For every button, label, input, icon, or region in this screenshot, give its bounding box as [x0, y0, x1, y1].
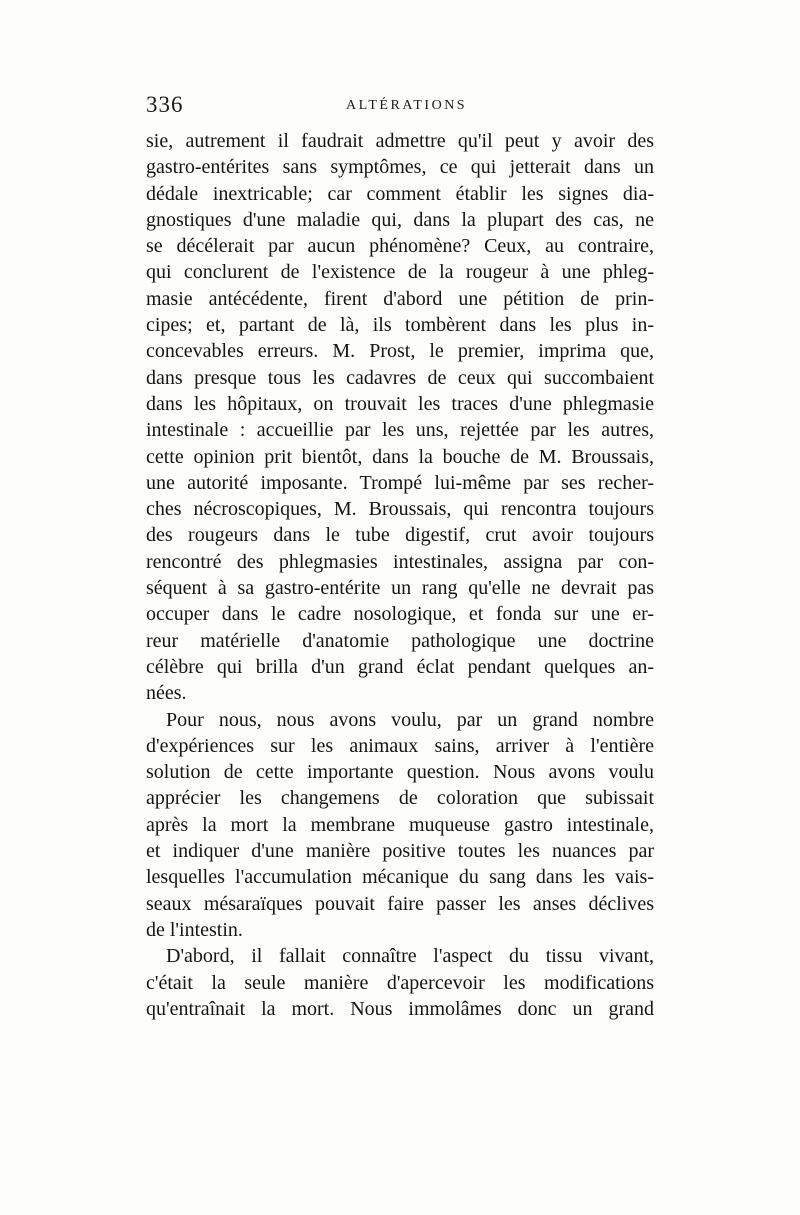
text-line: reur matérielle d'anatomie pathologique une doctrine	[146, 629, 654, 652]
text-line: célèbre qui brilla d'un grand éclat pendant quelques an-	[146, 655, 654, 678]
paragraph-first-line: Pour nous, nous avons voulu, par un grand nombre	[166, 708, 654, 731]
text-line: occuper dans le cadre nosologique, et fonda sur une er-	[146, 603, 654, 626]
text-line: se décélerait par aucun phénomène? Ceux, au contraire,	[146, 235, 654, 258]
text-line: c'était la seule manière d'apercevoir les modifications	[146, 971, 654, 994]
text-line: ches nécroscopiques, M. Broussais, qui rencontra toujours	[146, 498, 654, 521]
body-text	[146, 128, 654, 1022]
paragraph-first-line: D'abord, il fallait connaître l'aspect du tissu vivant,	[166, 945, 654, 968]
running-title: ALTÉRATIONS	[346, 98, 468, 113]
text-line: dédale inextricable; car comment établir les signes dia-	[146, 182, 654, 205]
text-line: dans les hôpitaux, on trouvait les traces d'une phlegmasie	[146, 392, 654, 415]
text-line: intestinale : accueillie par les uns, rejettée par les autres,	[146, 419, 654, 442]
text-line: d'expériences sur les animaux sains, arriver à l'entière	[146, 734, 654, 757]
text-line: qu'entraînait la mort. Nous immolâmes donc un grand	[146, 997, 654, 1020]
text-line: cette opinion prit bientôt, dans la bouche de M. Broussais,	[146, 445, 654, 468]
text-line: masie antécédente, firent d'abord une pétition de prin-	[146, 287, 654, 310]
text-line: gastro-entérites sans symptômes, ce qui jetterait dans un	[146, 156, 654, 179]
text-line: des rougeurs dans le tube digestif, crut avoir toujours	[146, 524, 654, 547]
text-line: après la mort la membrane muqueuse gastro intestinale,	[146, 813, 654, 836]
text-line: sie, autrement il faudrait admettre qu'il peut y avoir des	[146, 130, 654, 152]
text-line: lesquelles l'accumulation mécanique du sang dans les vais-	[146, 866, 654, 889]
text-line: cipes; et, partant de là, ils tombèrent dans les plus in-	[146, 314, 654, 337]
text-line: dans presque tous les cadavres de ceux qui succombaient	[146, 366, 654, 389]
text-line: apprécier les changemens de coloration que subissait	[146, 787, 654, 810]
text-line: et indiquer d'une manière positive toutes les nuances par	[146, 840, 654, 863]
text-line: de l'intestin.	[146, 918, 243, 941]
text-line: concevables erreurs. M. Prost, le premier, imprima que,	[146, 340, 654, 363]
text-line: une autorité imposante. Trompé lui-même par ses recher-	[146, 471, 654, 494]
text-line: solution de cette importante question. Nous avons voulu	[146, 761, 654, 784]
text-line: seaux mésaraïques pouvait faire passer les anses déclives	[146, 892, 654, 915]
text-line: gnostiques d'une maladie qui, dans la plupart des cas, ne	[146, 208, 654, 231]
text-line: rencontré des phlegmasies intestinales, assigna par con-	[146, 550, 654, 573]
text-line: nées.	[146, 682, 187, 705]
page-header	[146, 92, 654, 122]
text-line: séquent à sa gastro-entérite un rang qu'elle ne devrait pas	[146, 577, 654, 600]
text-line: qui conclurent de l'existence de la rougeur à une phleg-	[146, 261, 654, 284]
page-number: 336	[146, 92, 184, 117]
